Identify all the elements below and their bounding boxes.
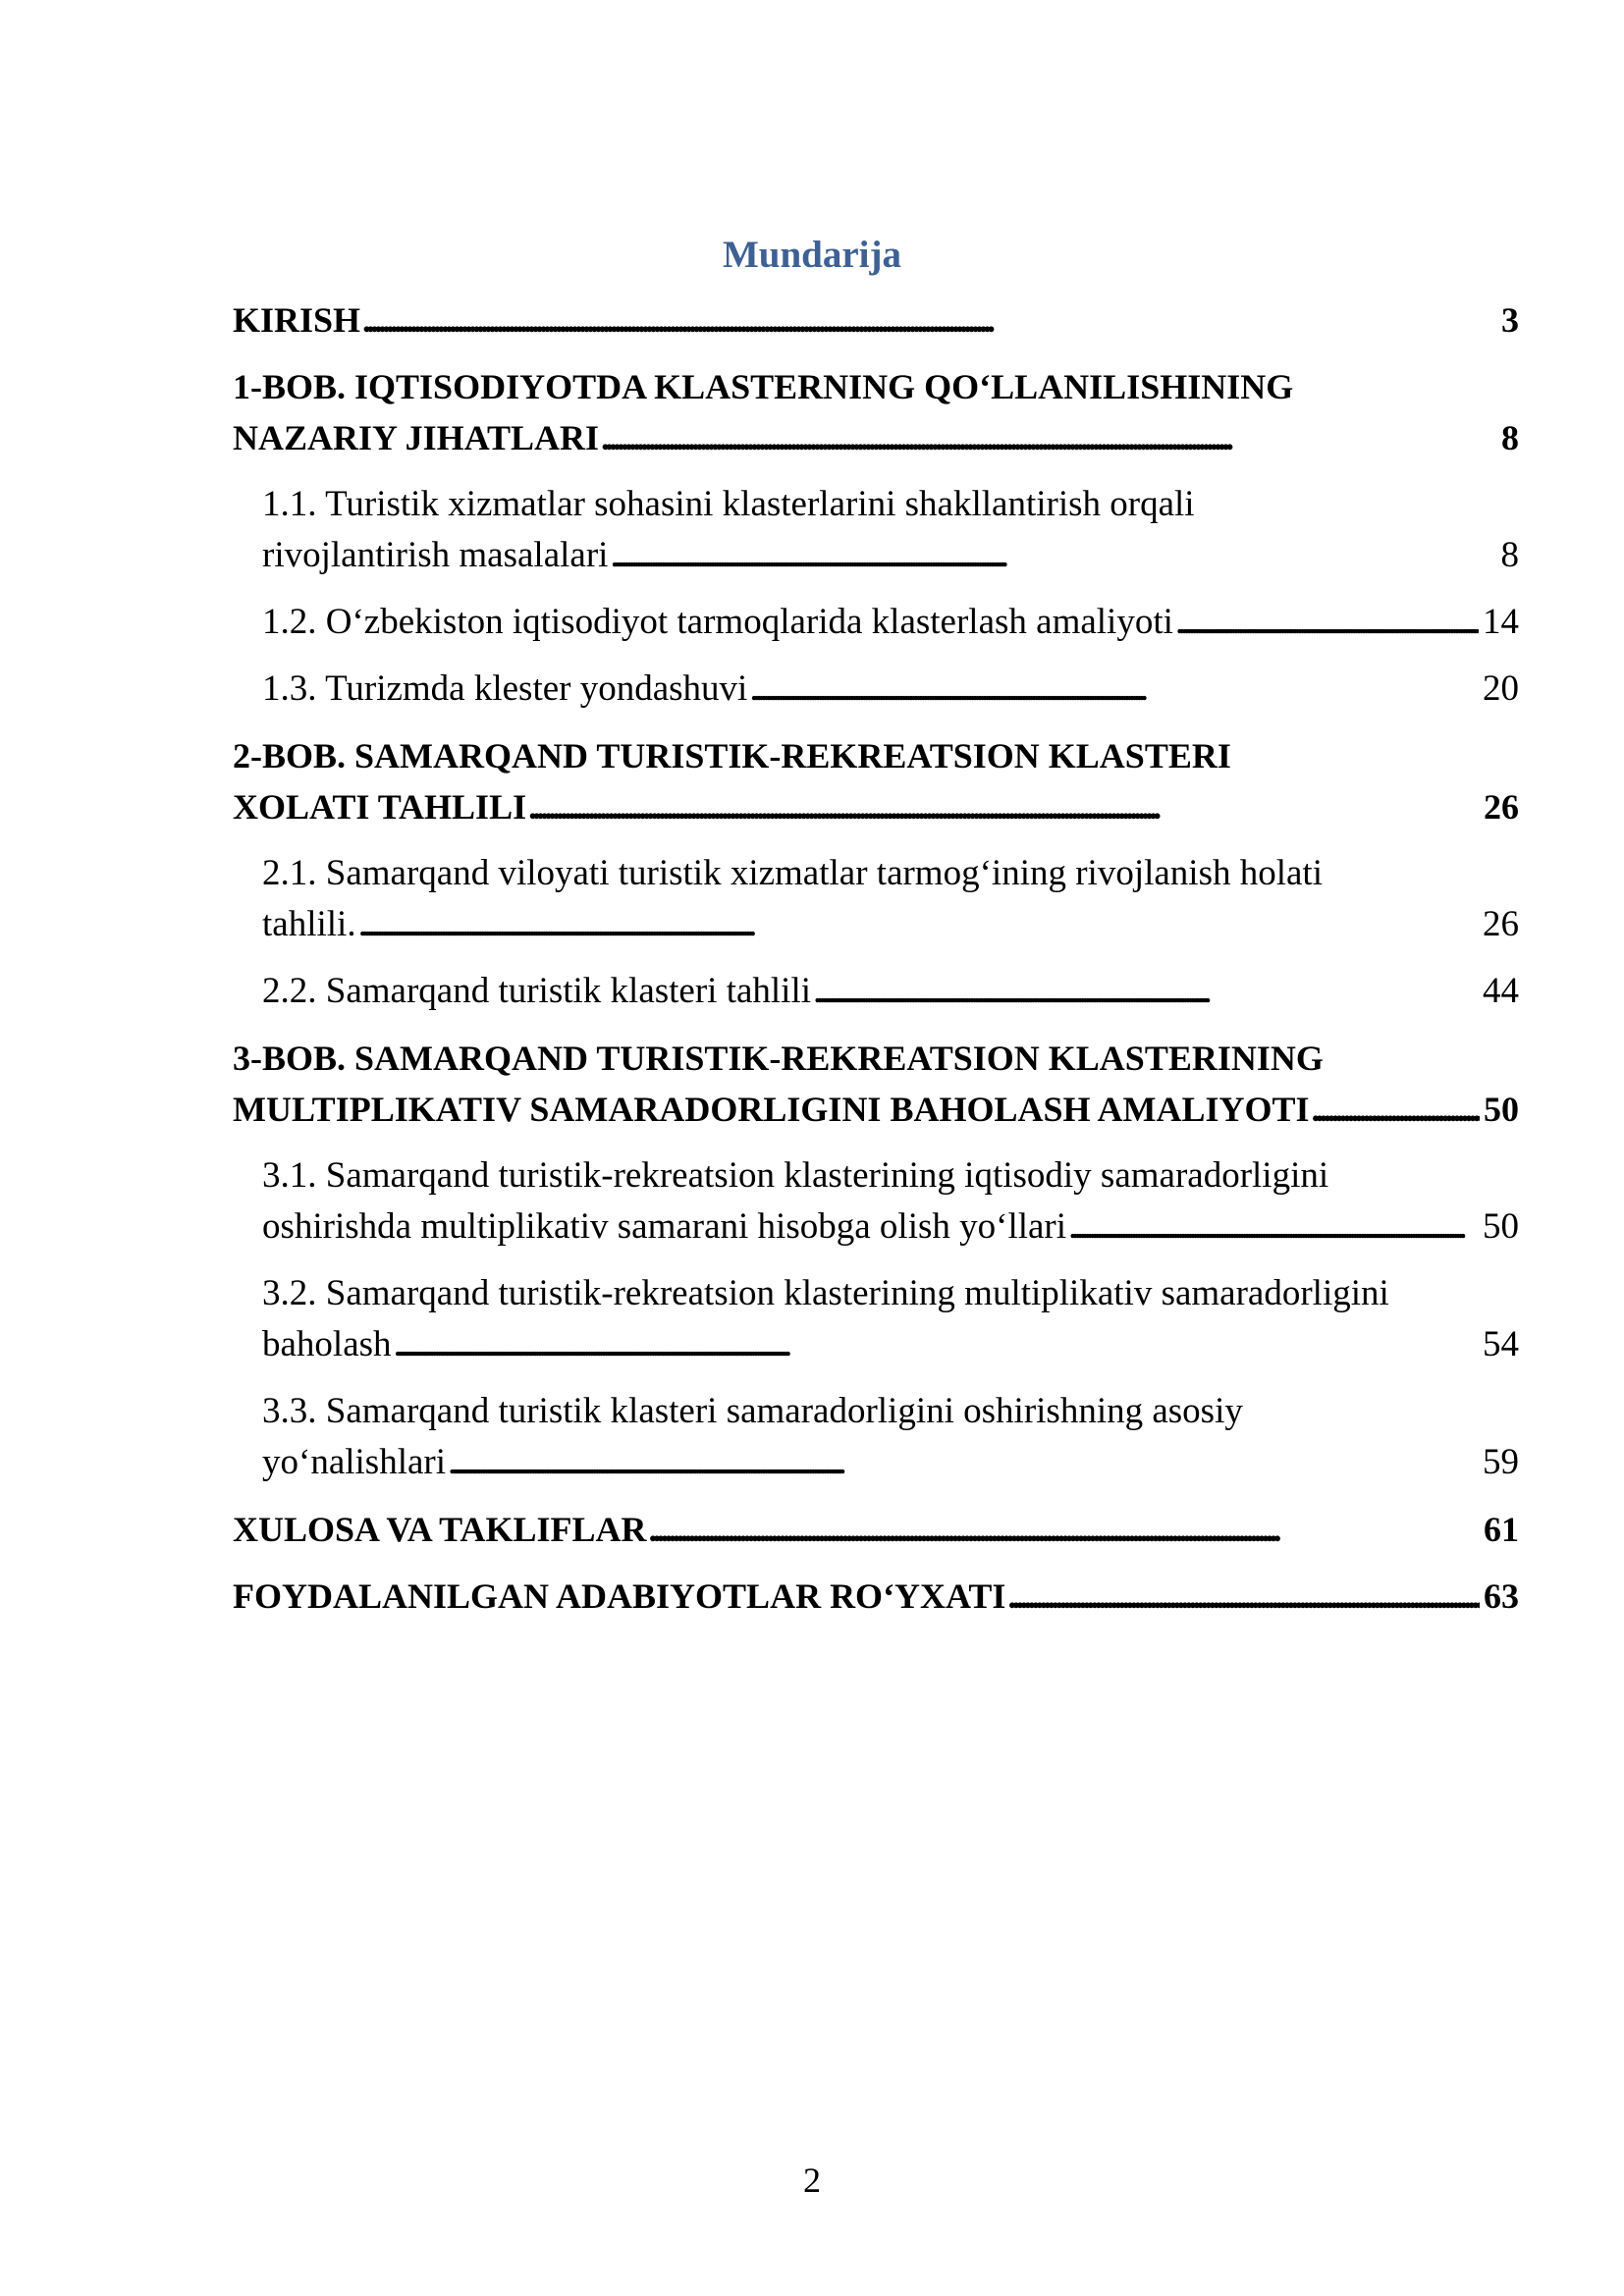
toc-entry-page: 59 [1483, 1442, 1519, 1482]
toc-entry-title-line-1: 2.1. Samarqand viloyati turistik xizmatlar tarmog‘ining rivojlanish holati [262, 853, 1323, 893]
toc-entry-line [233, 1504, 1519, 1555]
toc-entry-title-line-2: NAZARIY JIHATLARI [233, 418, 600, 457]
dot-leader [813, 966, 1479, 1017]
toc-entry-title-line-1: 1-BOB. IQTISODIYOTDA KLASTERNING QO‘LLANILISHINING [233, 367, 1294, 406]
toc-entry-line [233, 1084, 1519, 1135]
dot-leader [394, 1319, 1479, 1370]
toc-entry-section-3-1[interactable] [262, 1150, 1519, 1253]
toc-entry-section-1-3[interactable] [262, 664, 1519, 715]
toc-entry-title-line-1: 2-BOB. SAMARQAND TURISTIK-REKREATSION KLASTERI [233, 736, 1231, 775]
dot-leader [749, 664, 1479, 715]
dot-leader [358, 899, 1479, 950]
dot-leader [601, 412, 1497, 463]
toc-entry-page: 14 [1483, 602, 1519, 642]
toc-entry-page: 8 [1500, 535, 1519, 575]
toc-entry-chapter-2[interactable] [233, 730, 1519, 832]
toc-entry-title: 1.3. Turizmda klester yondashuvi [262, 668, 748, 709]
toc-entry-page: 50 [1484, 1090, 1519, 1129]
toc-entry-title: 2.2. Samarqand turistik klasteri tahlili [262, 971, 812, 1011]
toc-entry-page: 3 [1501, 300, 1519, 340]
toc-entry-title: FOYDALANILGAN ADABIYOTLAR RO‘YXATI [233, 1576, 1006, 1616]
dot-leader [1312, 1084, 1480, 1135]
toc-entry-section-2-1[interactable] [262, 848, 1519, 950]
toc-entry-page: 63 [1484, 1576, 1519, 1616]
toc-entry-line [262, 664, 1519, 715]
dot-leader [648, 1504, 1480, 1555]
toc-entry-title-line-1: 3-BOB. SAMARQAND TURISTIK-REKREATSION KLASTERINING [233, 1039, 1324, 1078]
toc-entry-title-line-2: tahlili. [262, 904, 356, 944]
toc-entry-page: 54 [1483, 1324, 1519, 1364]
toc-entry-conclusion[interactable] [233, 1504, 1519, 1555]
toc-entry-line [262, 899, 1519, 950]
toc-entry-page: 26 [1483, 904, 1519, 944]
dot-leader [1007, 1571, 1480, 1622]
toc-entry-page: 44 [1483, 971, 1519, 1011]
toc-title: Mundarija [722, 234, 901, 276]
toc-entry-page: 61 [1484, 1510, 1519, 1549]
toc-entry-title: 1.2. O‘zbekiston iqtisodiyot tarmoqlarida klasterlash amaliyoti [262, 602, 1173, 642]
toc-entry-title-line-2: baholash [262, 1324, 392, 1364]
table-of-contents [233, 294, 1519, 1622]
toc-entry-title-line-2: oshirishda multiplikativ samarani hisobga olish yo‘llari [262, 1206, 1067, 1247]
toc-entry-title-line-2: rivojlantirish masalalari [262, 535, 609, 575]
toc-entry-line [233, 412, 1519, 463]
toc-entry-section-1-2[interactable] [262, 597, 1519, 648]
toc-entry-title: XULOSA VA TAKLIFLAR [233, 1510, 647, 1549]
dot-leader [528, 781, 1480, 832]
dot-leader [1068, 1201, 1479, 1253]
dot-leader [362, 294, 1497, 346]
toc-entry-line [262, 1201, 1519, 1253]
toc-entry-page: 26 [1484, 787, 1519, 827]
toc-entry-chapter-1[interactable] [233, 361, 1519, 463]
toc-entry-section-1-1[interactable] [262, 479, 1519, 581]
toc-entry-line [262, 530, 1519, 581]
toc-entry-kirish[interactable] [233, 294, 1519, 346]
toc-entry-line [233, 781, 1519, 832]
toc-entry-section-2-2[interactable] [262, 966, 1519, 1017]
toc-entry-title-line-2: yo‘nalishlari [262, 1442, 447, 1482]
dot-leader [1175, 597, 1479, 648]
toc-entry-title-line-2: MULTIPLIKATIV SAMARADORLIGINI BAHOLASH AMALIYOTI [233, 1090, 1310, 1129]
toc-entry-line [262, 1437, 1519, 1488]
toc-entry-line [262, 966, 1519, 1017]
page-number: 2 [803, 2161, 821, 2200]
dot-leader [610, 530, 1496, 581]
toc-entry-title-line-1: 1.1. Turistik xizmatlar sohasini klasterlarini shakllantirish orqali [262, 484, 1195, 524]
toc-entry-title-line-2: XOLATI TAHLILI [233, 787, 527, 827]
toc-entry-page: 20 [1483, 668, 1519, 709]
toc-entry-line [262, 1319, 1519, 1370]
toc-entry-title: KIRISH [233, 300, 361, 340]
toc-entry-line [233, 1571, 1519, 1622]
toc-entry-page: 50 [1483, 1206, 1519, 1247]
toc-entry-section-3-2[interactable] [262, 1268, 1519, 1370]
dot-leader [448, 1437, 1479, 1488]
toc-entry-bibliography[interactable] [233, 1571, 1519, 1622]
toc-entry-title-line-1: 3.3. Samarqand turistik klasteri samaradorligini oshirishning asosiy [262, 1391, 1243, 1431]
toc-entry-chapter-3[interactable] [233, 1033, 1519, 1135]
toc-entry-title-line-1: 3.1. Samarqand turistik-rekreatsion klasterining iqtisodiy samaradorligini [262, 1155, 1329, 1196]
toc-entry-title-line-1: 3.2. Samarqand turistik-rekreatsion klasterining multiplikativ samaradorligini [262, 1273, 1389, 1313]
toc-entry-page: 8 [1501, 418, 1519, 457]
toc-entry-line [233, 294, 1519, 346]
toc-entry-section-3-3[interactable] [262, 1386, 1519, 1488]
toc-entry-line [262, 597, 1519, 648]
